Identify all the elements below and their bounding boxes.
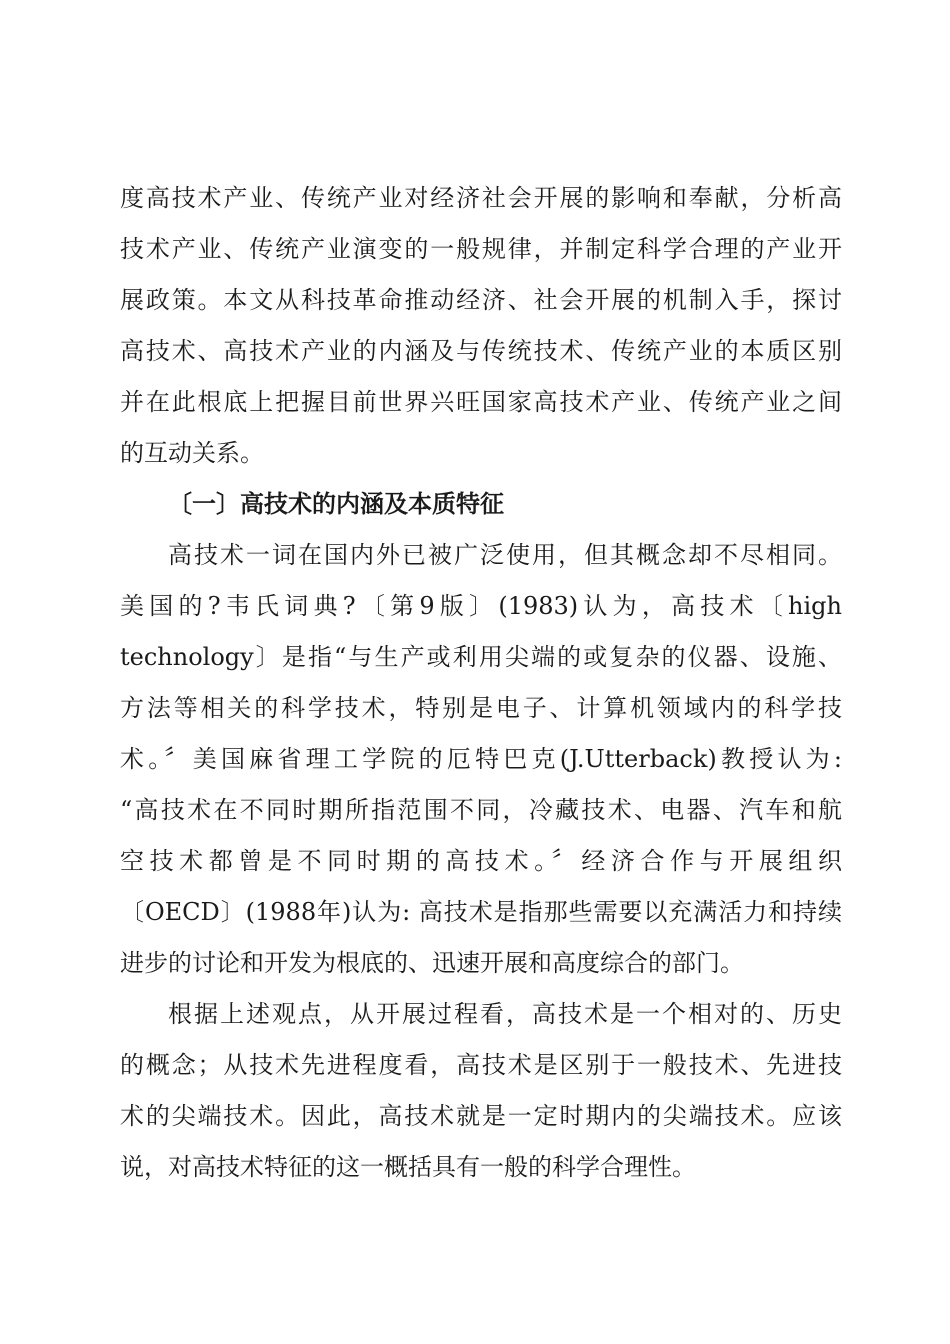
paragraph-2-line-3: technology〕是指“与生产或利用尖端的或复杂的仪器、设施、 <box>120 643 842 671</box>
paragraph-1-line-4: 高技术、高技术产业的内涵及与传统技术、传统产业的本质区别 <box>120 337 842 365</box>
paragraph-2-line-1: 高技术一词在国内外已被广泛使用，但其概念却不尽相同。 <box>168 541 842 569</box>
paragraph-2-line-7: 空技术都曾是不同时期的高技术。〞经济合作与开展组织 <box>120 847 842 875</box>
section-heading: 〔一〕高技术的内涵及本质特征 <box>168 490 504 518</box>
paragraph-1-line-1: 度高技术产业、传统产业对经济社会开展的影响和奉献，分析高 <box>120 184 842 212</box>
paragraph-2-line-9: 进步的讨论和开发为根底的、迅速开展和高度综合的部门。 <box>120 949 744 977</box>
paragraph-2-line-4: 方法等相关的科学技术，特别是电子、计算机领域内的科学技 <box>120 694 842 722</box>
paragraph-2-line-2: 美国的?韦氏词典?〔第9版〕(1983)认为，高技术〔high <box>120 592 842 620</box>
paragraph-1-line-6: 的互动关系。 <box>120 439 264 467</box>
paragraph-2-line-5: 术。〞美国麻省理工学院的厄特巴克(J.Utterback)教授认为: <box>120 745 842 773</box>
paragraph-3-line-4: 说，对高技术特征的这一概括具有一般的科学合理性。 <box>120 1153 696 1181</box>
paragraph-1-line-3: 展政策。本文从科技革命推动经济、社会开展的机制入手，探讨 <box>120 286 842 314</box>
paragraph-3-line-2: 的概念；从技术先进程度看，高技术是区别于一般技术、先进技 <box>120 1051 842 1079</box>
paragraph-1-line-5: 并在此根底上把握目前世界兴旺国家高技术产业、传统产业之间 <box>120 388 842 416</box>
paragraph-1-line-2: 技术产业、传统产业演变的一般规律，并制定科学合理的产业开 <box>120 235 842 263</box>
paragraph-2-line-8: 〔OECD〕(1988年)认为: 高技术是指那些需要以充满活力和持续 <box>120 898 842 926</box>
paragraph-3-line-3: 术的尖端技术。因此，高技术就是一定时期内的尖端技术。应该 <box>120 1102 842 1130</box>
paragraph-3-line-1: 根据上述观点，从开展过程看，高技术是一个相对的、历史 <box>168 1000 842 1028</box>
paragraph-2-line-6: “高技术在不同时期所指范围不同，冷藏技术、电器、汽车和航 <box>120 796 842 824</box>
